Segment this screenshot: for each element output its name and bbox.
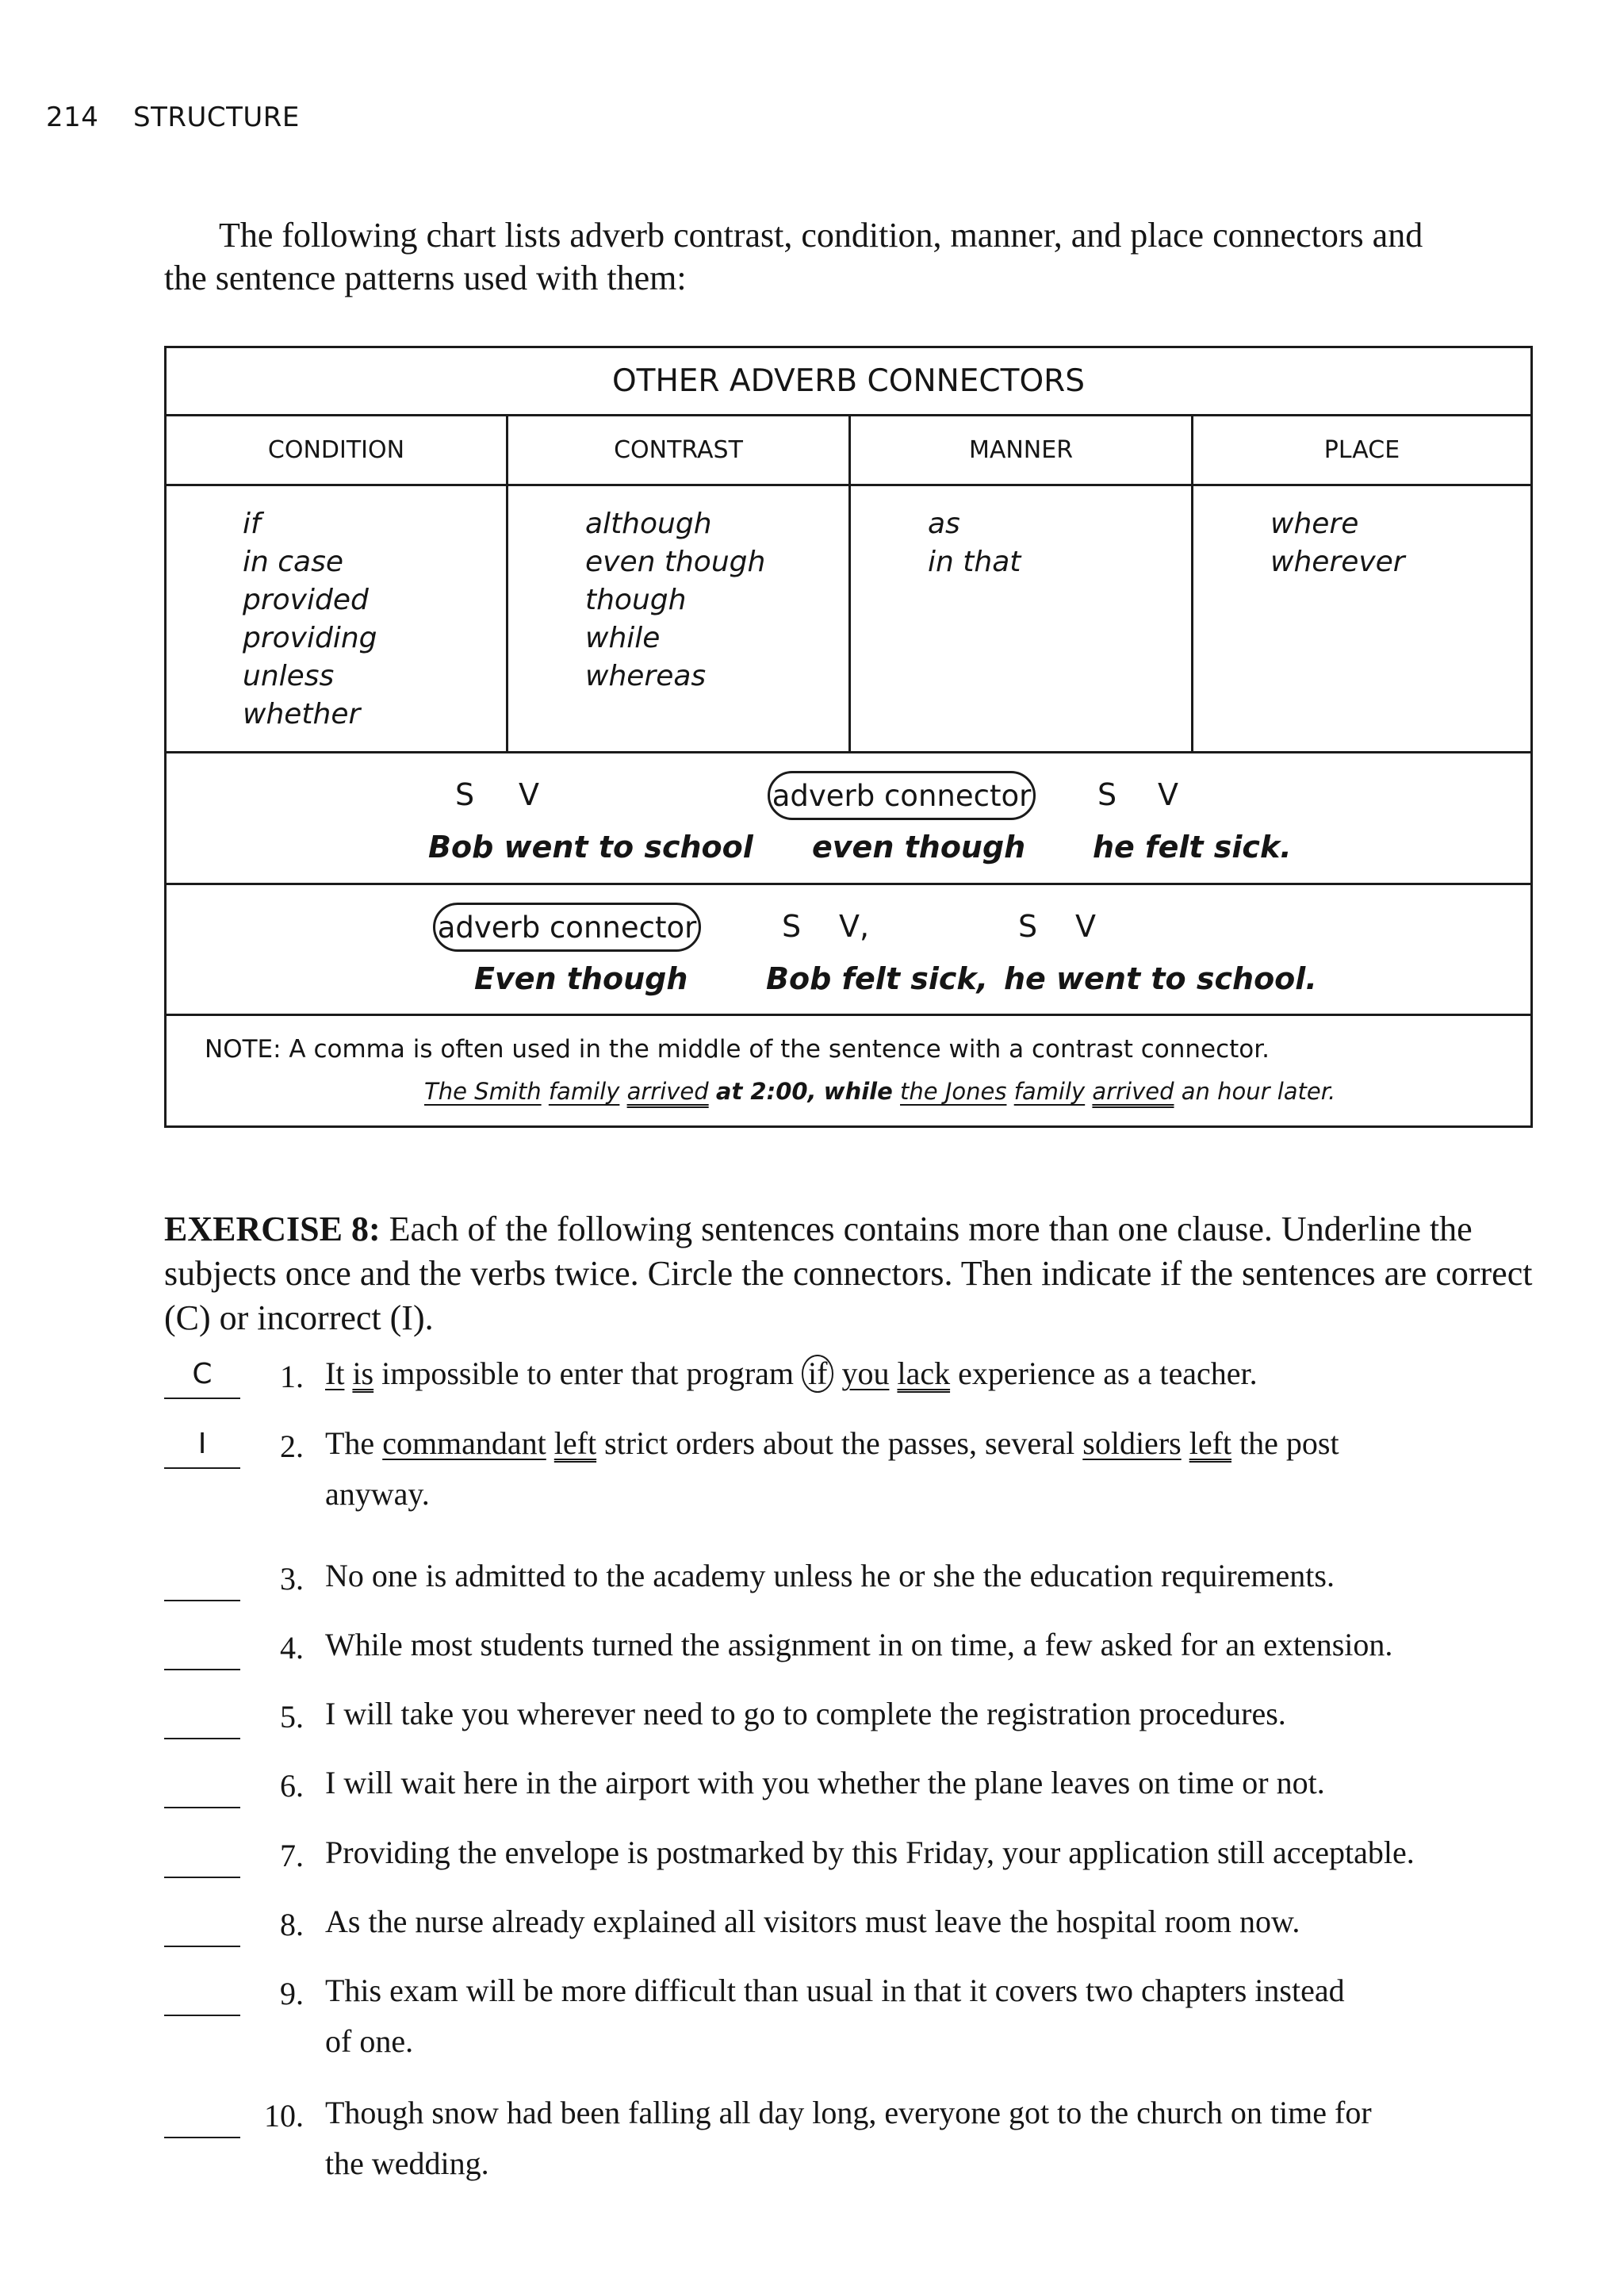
item-number: 3.: [280, 1561, 304, 1597]
pattern-verb-label: V: [1158, 777, 1178, 812]
list-item: in case: [243, 546, 344, 578]
answer-blank[interactable]: [164, 1467, 240, 1469]
column-headings-row: [167, 416, 1530, 486]
item-number: 5.: [280, 1699, 304, 1735]
list-item: providing: [243, 622, 377, 654]
verb-word: arrived: [1092, 1078, 1174, 1105]
list-item: provided: [243, 584, 369, 616]
list-item: while: [585, 622, 661, 654]
item-sentence: I will take you wherever need to go to complete the registration procedures.: [325, 1696, 1286, 1731]
sentence-line: the wedding.: [325, 2145, 489, 2181]
answer-blank[interactable]: [164, 1600, 240, 1601]
plain-text: experience as a teacher.: [950, 1355, 1258, 1391]
list-item: wherever: [1270, 546, 1405, 578]
connector-lists-row: [167, 486, 1530, 753]
subject-word: the Jones: [900, 1078, 1007, 1105]
sentence-pattern-2: [167, 885, 1530, 1016]
item-sentence: While most students turned the assignment in on time, a few asked for an extension.: [325, 1627, 1393, 1662]
answer-blank[interactable]: [164, 2015, 240, 2016]
example-connector: even though: [812, 830, 1026, 865]
verb-word: left: [1189, 1425, 1232, 1461]
column-heading-place: PLACE: [1323, 436, 1400, 464]
item-sentence: [325, 1348, 1546, 1399]
pattern-subject-label: S: [782, 909, 802, 944]
subject-word: The Smith: [424, 1078, 542, 1105]
subject-word: commandant: [382, 1425, 546, 1461]
column-heading-manner: MANNER: [968, 436, 1074, 464]
sentence-pattern-1: [167, 753, 1530, 885]
pattern-subject-label: S: [1097, 777, 1117, 812]
column-heading-contrast: CONTRAST: [614, 436, 743, 464]
verb-word: left: [553, 1425, 597, 1461]
answer-blank[interactable]: [164, 1946, 240, 1947]
subject-word: soldiers: [1082, 1425, 1182, 1461]
item-number: 8.: [280, 1907, 304, 1942]
adverb-connectors-chart: [164, 346, 1533, 1128]
item-sentence: Providing the envelope is postmarked by this Friday, your application still acceptable.: [325, 1835, 1415, 1870]
item-number: 10.: [264, 2098, 304, 2134]
example-clause: he felt sick.: [1093, 830, 1292, 865]
list-item: whether: [243, 698, 361, 730]
page-header: [46, 102, 300, 133]
list-item: if: [243, 508, 261, 540]
exercise-text: Each of the following sentences contains more than one clause. Underline the subjects once and the verbs twice. Circle the connectors. Then indicate if the sentences are correct (C) or incorrect (I).: [164, 1210, 1533, 1337]
answer-blank[interactable]: [164, 1398, 240, 1399]
plain-text: the post: [1231, 1425, 1339, 1461]
plain-text: at 2:00,: [715, 1078, 817, 1105]
answer-blank[interactable]: [164, 1807, 240, 1808]
place-connector-list: [1270, 505, 1405, 581]
item-number: 9.: [280, 1976, 304, 2011]
answer-mark: C: [192, 1358, 213, 1390]
list-item: where: [1270, 508, 1359, 540]
condition-connector-list: [243, 505, 377, 734]
adverb-connector-oval: adverb connector: [433, 903, 701, 952]
answer-mark: I: [197, 1428, 207, 1460]
item-number: 6.: [280, 1768, 304, 1804]
item-number: 4.: [280, 1630, 304, 1666]
verb-word: lack: [897, 1355, 951, 1391]
example-clause: he went to school.: [1004, 961, 1317, 996]
list-item: whereas: [585, 660, 707, 692]
item-sentence: [325, 1965, 1546, 2067]
note-example: [424, 1078, 1335, 1105]
exercise-instructions: [164, 1207, 1544, 1340]
answer-blank[interactable]: [164, 1877, 240, 1878]
adverb-connector-oval: adverb connector: [768, 771, 1036, 820]
answer-blank[interactable]: [164, 1738, 240, 1739]
subject-word: family: [548, 1078, 620, 1105]
example-clause: Bob went to school: [428, 830, 753, 865]
pattern-verb-label: V: [1075, 909, 1096, 944]
plain-text: impossible to enter that program: [373, 1355, 802, 1391]
item-sentence: [325, 2088, 1546, 2189]
example-clause: Bob felt sick,: [766, 961, 989, 996]
note-row: [167, 1016, 1530, 1130]
sentence-line: Though snow had been falling all day long, everyone got to the church on time for: [325, 2095, 1372, 2130]
pattern-subject-label: S: [455, 777, 475, 812]
item-sentence: I will wait here in the airport with you whether the plane leaves on time or not.: [325, 1765, 1325, 1800]
manner-connector-list: [928, 505, 1021, 581]
list-item: though: [585, 584, 687, 616]
example-connector: Even though: [474, 961, 688, 996]
page-number: 214: [46, 102, 99, 133]
sentence-line: of one.: [325, 2023, 414, 2059]
column-heading-condition: CONDITION: [267, 436, 405, 464]
list-item: although: [585, 508, 712, 540]
list-item: in that: [928, 546, 1021, 578]
intro-line-1: The following chart lists adverb contrast, condition, manner, and place connectors and: [219, 216, 1423, 255]
answer-blank[interactable]: [164, 2137, 240, 2138]
contrast-connector-list: [585, 505, 765, 696]
item-number: 7.: [280, 1838, 304, 1873]
item-number: 2.: [280, 1428, 304, 1464]
plain-text: The: [325, 1425, 383, 1461]
subject-word: you: [841, 1355, 890, 1391]
item-sentence: [325, 1418, 1546, 1520]
subject-word: family: [1013, 1078, 1086, 1105]
item-sentence: No one is admitted to the academy unless he or she the education requirements.: [325, 1558, 1335, 1593]
section-title: STRUCTURE: [133, 102, 300, 133]
subject-word: It: [325, 1355, 345, 1391]
note-text: NOTE: A comma is often used in the middle of the sentence with a contrast connector.: [205, 1035, 1270, 1064]
plain-text: an hour later.: [1181, 1078, 1336, 1105]
connector-circle: if: [802, 1355, 833, 1393]
intro-line-2: the sentence patterns used with them:: [164, 259, 687, 297]
pattern-verb-label: V: [519, 777, 539, 812]
item-sentence: As the nurse already explained all visitors must leave the hospital room now.: [325, 1904, 1300, 1939]
sentence-line: This exam will be more difficult than usual in that it covers two chapters instead: [325, 1973, 1345, 2008]
list-item: unless: [243, 660, 335, 692]
answer-blank[interactable]: [164, 1669, 240, 1670]
list-item: as: [928, 508, 960, 540]
plain-text: strict orders about the passes, several: [596, 1425, 1083, 1461]
chart-title: OTHER ADVERB CONNECTORS: [167, 348, 1530, 416]
connector-word: while: [823, 1078, 893, 1105]
list-item: even though: [585, 546, 766, 578]
exercise-title: EXERCISE 8:: [164, 1210, 381, 1248]
plain-text: anyway.: [325, 1476, 430, 1512]
item-number: 1.: [280, 1359, 304, 1394]
verb-word: arrived: [626, 1078, 709, 1105]
pattern-subject-label: S: [1018, 909, 1038, 944]
verb-word: is: [352, 1355, 374, 1391]
pattern-verb-label: V,: [839, 909, 870, 944]
